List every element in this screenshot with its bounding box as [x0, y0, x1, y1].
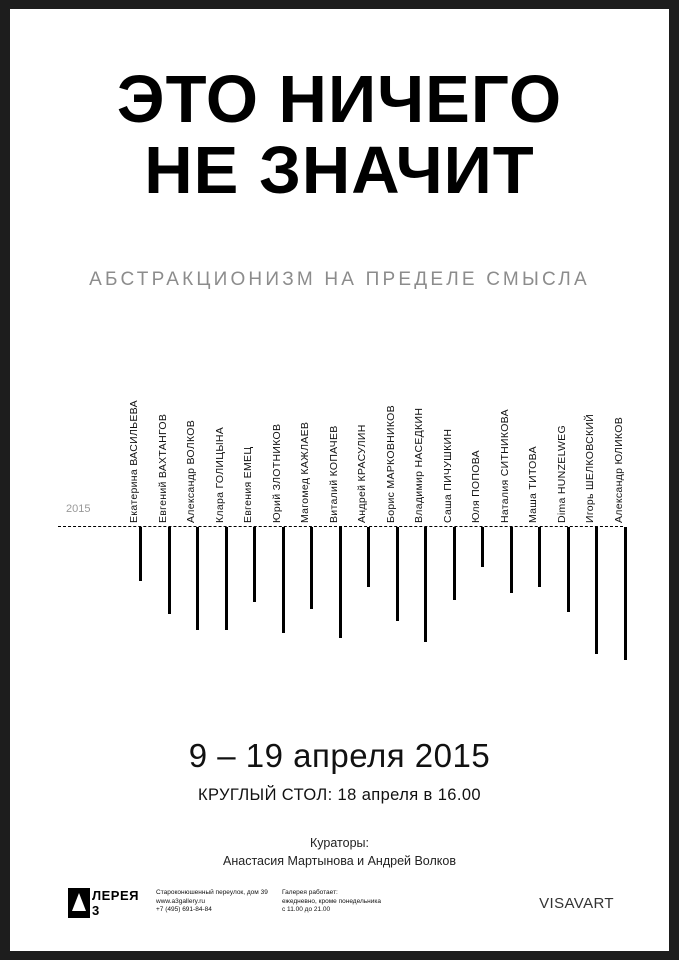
chart-bar [139, 527, 142, 581]
chart-bar [196, 527, 199, 630]
chart-category-label: Маша ТИТОВА [527, 446, 539, 523]
chart-bar [282, 527, 285, 633]
chart-category-label: Евгения ЕМЕЦ [242, 446, 254, 523]
chart-bar [567, 527, 570, 612]
chart-bar [510, 527, 513, 593]
footer-text-line: ежедневно, кроме понедельника [282, 897, 381, 905]
chart-bar [453, 527, 456, 600]
chart-bar [595, 527, 598, 654]
chart-category-label: Юля ПОПОВА [470, 450, 482, 523]
gallery-logo-mark [68, 888, 90, 918]
gallery-logo-line2: 3 [92, 903, 100, 918]
chart-bar [310, 527, 313, 609]
chart-bar [168, 527, 171, 614]
chart-category-label: Саша ПИЧУШКИН [441, 428, 454, 523]
footer-text-line: с 11.00 до 21.00 [282, 906, 331, 913]
curators-label: Кураторы: [310, 836, 369, 850]
exhibition-dates: 9 – 19 апреля 2015 [188, 737, 491, 774]
page-edge-left [0, 0, 10, 960]
headline-line-1: ЭТО НИЧЕГО [116, 62, 563, 137]
chart-bar [367, 527, 370, 587]
gallery-contact [156, 889, 268, 915]
chart-axis-label: 2015 [66, 503, 91, 515]
poster-sheet [10, 9, 669, 951]
gallery-logo-line1: ЛЕРЕЯ [92, 888, 139, 903]
gallery-logo [68, 887, 154, 921]
chart-category-label: Андрей КРАСУЛИН [356, 424, 368, 523]
chart-bar [253, 527, 256, 602]
chart-bar [339, 527, 342, 638]
chart-category-label: Александр ЮЛИКОВ [612, 417, 625, 523]
chart-category-label: Юрий ЗЛОТНИКОВ [270, 423, 283, 523]
chart-bars [58, 527, 623, 677]
footer-text-line: Староконюшенный переулок, дом 39 [156, 889, 268, 896]
partner-logo [539, 895, 614, 912]
dates-block [10, 737, 669, 805]
chart-bar [396, 527, 399, 621]
round-table-info: КРУГЛЫЙ СТОЛ: 18 апреля в 16.00 [197, 786, 481, 804]
chart-category-label: Магомед КАЖЛАЕВ [299, 421, 311, 523]
footer-text-line: Галерея работает: [282, 889, 338, 896]
chart-bar [225, 527, 228, 630]
partner-logo-text: VISAVART [539, 895, 614, 912]
page-edge-bottom [0, 951, 679, 960]
footer-text-line: +7 (495) 691-84-84 [156, 906, 212, 913]
curators-block [10, 834, 669, 870]
chart-bar [481, 527, 484, 567]
headline-line-2: НЕ ЗНАЧИТ [144, 133, 535, 208]
headline [10, 64, 669, 206]
chart-bar [538, 527, 541, 587]
chart-category-labels [58, 369, 623, 526]
chart-category-label: Екатерина ВАСИЛЬЕВА [128, 400, 140, 523]
chart-bar [624, 527, 627, 660]
page-edge-top [0, 0, 679, 9]
chart-category-label: Александр ВОЛКОВ [185, 419, 197, 523]
curators-names: Анастасия Мартынова и Андрей Волков [223, 854, 456, 868]
footer-text-line: www.a3gallery.ru [156, 897, 206, 905]
chart-category-label: Виталий КОПАЧЕВ [327, 425, 340, 523]
chart-category-label: Клара ГОЛИЦЫНА [213, 426, 226, 523]
chart-category-label: Евгений ВАХТАНГОВ [156, 413, 169, 523]
chart-category-label: Борис МАРКОВНИКОВ [384, 405, 397, 523]
footer [10, 887, 669, 931]
chart-bar [424, 527, 427, 642]
chart-category-label: Dima HUNZELWEG [555, 425, 568, 523]
triangle-icon [72, 893, 86, 911]
chart-category-label: Наталия СИТНИКОВА [498, 409, 511, 523]
chart-category-label: Владимир НАСЕДКИН [413, 407, 425, 523]
chart-category-label: Игорь ШЕЛКОВСКИЙ [584, 413, 596, 523]
subtitle: АБСТРАКЦИОНИЗМ НА ПРЕДЕЛЕ СМЫСЛА [89, 269, 590, 290]
page-edge-right [669, 0, 679, 960]
gallery-hours [282, 889, 381, 915]
artists-chart [58, 369, 623, 679]
